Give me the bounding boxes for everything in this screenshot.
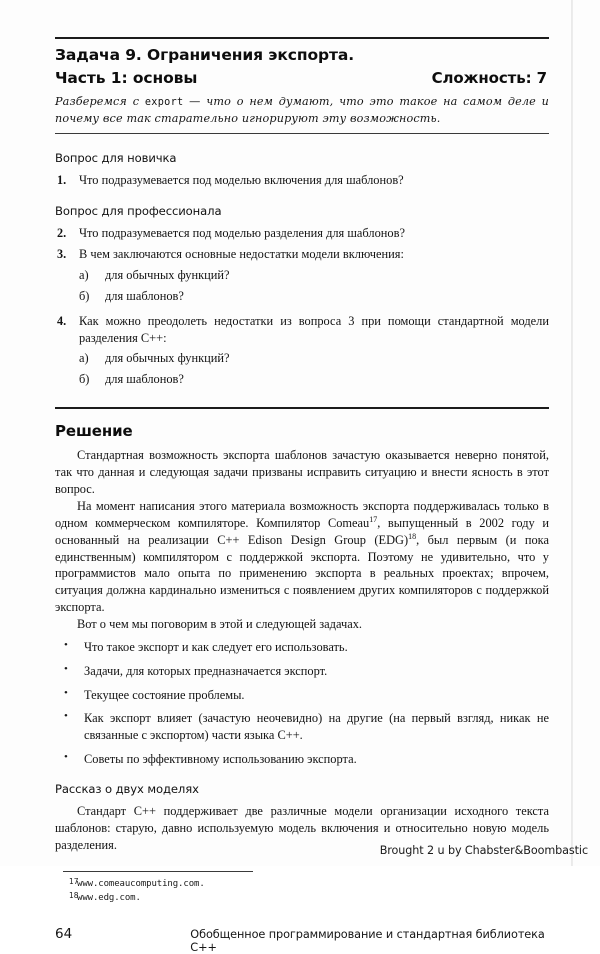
questions-section	[55, 134, 549, 390]
question-number: 4.	[57, 313, 67, 328]
list-item: • Что такое экспорт и как следует его использовать.	[55, 639, 549, 656]
list-item	[79, 350, 549, 368]
solution-section	[55, 394, 549, 853]
list-item	[55, 313, 549, 389]
page-edge-shadow	[571, 0, 573, 866]
solution-paragraph	[55, 498, 549, 616]
list-item	[55, 246, 549, 306]
page-title: Задача 9. Ограничения экспорта.	[55, 46, 355, 64]
list-item	[79, 267, 549, 285]
sub-item-text: для обычных функций?	[105, 351, 230, 366]
footnotes-block	[55, 871, 549, 906]
pro-question-list	[55, 225, 549, 390]
solution-rule	[55, 407, 549, 409]
footnote-url: www.edg.com.	[77, 893, 141, 904]
scan-watermark: Brought 2 u by Chabster&Boombastic	[379, 844, 588, 857]
pro-question-kicker: Вопрос для профессионала	[55, 203, 222, 218]
list-item	[79, 371, 549, 389]
list-item	[55, 225, 549, 242]
footnote-entry	[55, 878, 549, 892]
title-part-label: Часть 1: основы	[55, 69, 198, 88]
paragraph-segment: , выпущенный в 2002 году и основанный на реализации C++ Edison Design Group (EDG)	[55, 515, 549, 547]
sub-item-label: а)	[79, 351, 89, 366]
question-number: 3.	[57, 247, 67, 262]
solution-paragraph: Вот о чем мы поговорим в этой и следующей задачах.	[77, 616, 362, 631]
sub-item-label: а)	[79, 267, 89, 282]
abstract-tail: — что о нем думают, что это такое на самом деле и почему все так старательно игнорируют эту возможность.	[55, 95, 549, 125]
page-footer	[55, 926, 549, 954]
abstract-text	[55, 94, 549, 126]
footnote-ref-18: 18	[408, 531, 417, 541]
sub-item-label: б)	[79, 372, 90, 387]
abstract-keyword: export	[144, 97, 184, 109]
list-item: • Как экспорт влияет (зачастую неочевидно) на другие (на первый взгляд, никак не связанные с экспортом) части языка C++.	[55, 710, 549, 744]
solution-bullet-list	[55, 639, 549, 768]
sub-item-text: для шаблонов?	[105, 372, 184, 387]
question-sub-list	[79, 350, 549, 389]
question-text: Что подразумевается под моделью разделения для шаблонов?	[79, 225, 405, 240]
question-text: В чем заключаются основные недостатки модели включения:	[79, 247, 404, 262]
list-item: • Задачи, для которых предназначается экспорт.	[55, 663, 549, 680]
paragraph-segment: На момент написания этого материала возможность экспорта поддерживалась только в одном коммерческом компиляторе. Компилятор Comeau	[55, 498, 549, 530]
solution-paragraph: Стандарт C++ поддерживает две различные модели организации исходного текста шаблонов: старую, давно используемую модель включения и относительно новую модель разделения.	[55, 803, 549, 852]
paragraph-segment: , был первым (и пока единственным) компилятором с поддержкой экспорта. Поэтому не удивительно, что у программистов мало опыта по применению экспорта в реальных проектах; впрочем, ситуация должна кардинально измениться с появлением других компиляторов с поддержкой экспорта.	[55, 532, 549, 615]
question-number: 2.	[57, 225, 67, 240]
question-text: Как можно преодолеть недостатки из вопроса 3 при помощи стандартной модели разделения C++:	[79, 313, 549, 345]
title-subrow	[55, 69, 549, 87]
footer-book-title: Обобщенное программирование и стандартная библиотека C++	[190, 927, 545, 954]
footnote-marker: 17	[69, 876, 79, 886]
sub-item-label: б)	[79, 288, 90, 303]
page-content	[55, 0, 549, 954]
page-number: 64	[55, 925, 73, 942]
novice-question-kicker: Вопрос для новичка	[55, 150, 177, 165]
footnote-entry	[55, 892, 549, 906]
solution-heading: Решение	[55, 422, 133, 441]
list-item: • Советы по эффективному использованию экспорта.	[55, 751, 549, 768]
list-item: • Текущее состояние проблемы.	[55, 687, 549, 704]
difficulty-badge: Сложность: 7	[431, 69, 547, 88]
footnote-marker: 18	[69, 891, 79, 901]
sub-item-text: для обычных функций?	[105, 267, 230, 282]
question-sub-list	[79, 267, 549, 306]
footnote-url: www.comeaucomputing.com.	[77, 878, 205, 889]
novice-question-list	[55, 172, 549, 189]
question-number: 1.	[57, 172, 67, 187]
chapter-header	[55, 0, 549, 134]
abstract-lead: Разберемся с	[55, 95, 145, 109]
sub-item-text: для шаблонов?	[105, 288, 184, 303]
solution-sub-heading: Рассказ о двух моделях	[55, 781, 199, 796]
list-item	[55, 172, 549, 189]
question-text: Что подразумевается под моделью включения для шаблонов?	[79, 172, 404, 187]
footnote-ref-17: 17	[369, 514, 378, 524]
list-item	[79, 288, 549, 306]
solution-paragraph: Стандартная возможность экспорта шаблонов зачастую оказывается неверно понятой, так что данная и следующая задачи призваны исправить ситуацию и внести ясность в этот вопрос.	[55, 448, 549, 497]
